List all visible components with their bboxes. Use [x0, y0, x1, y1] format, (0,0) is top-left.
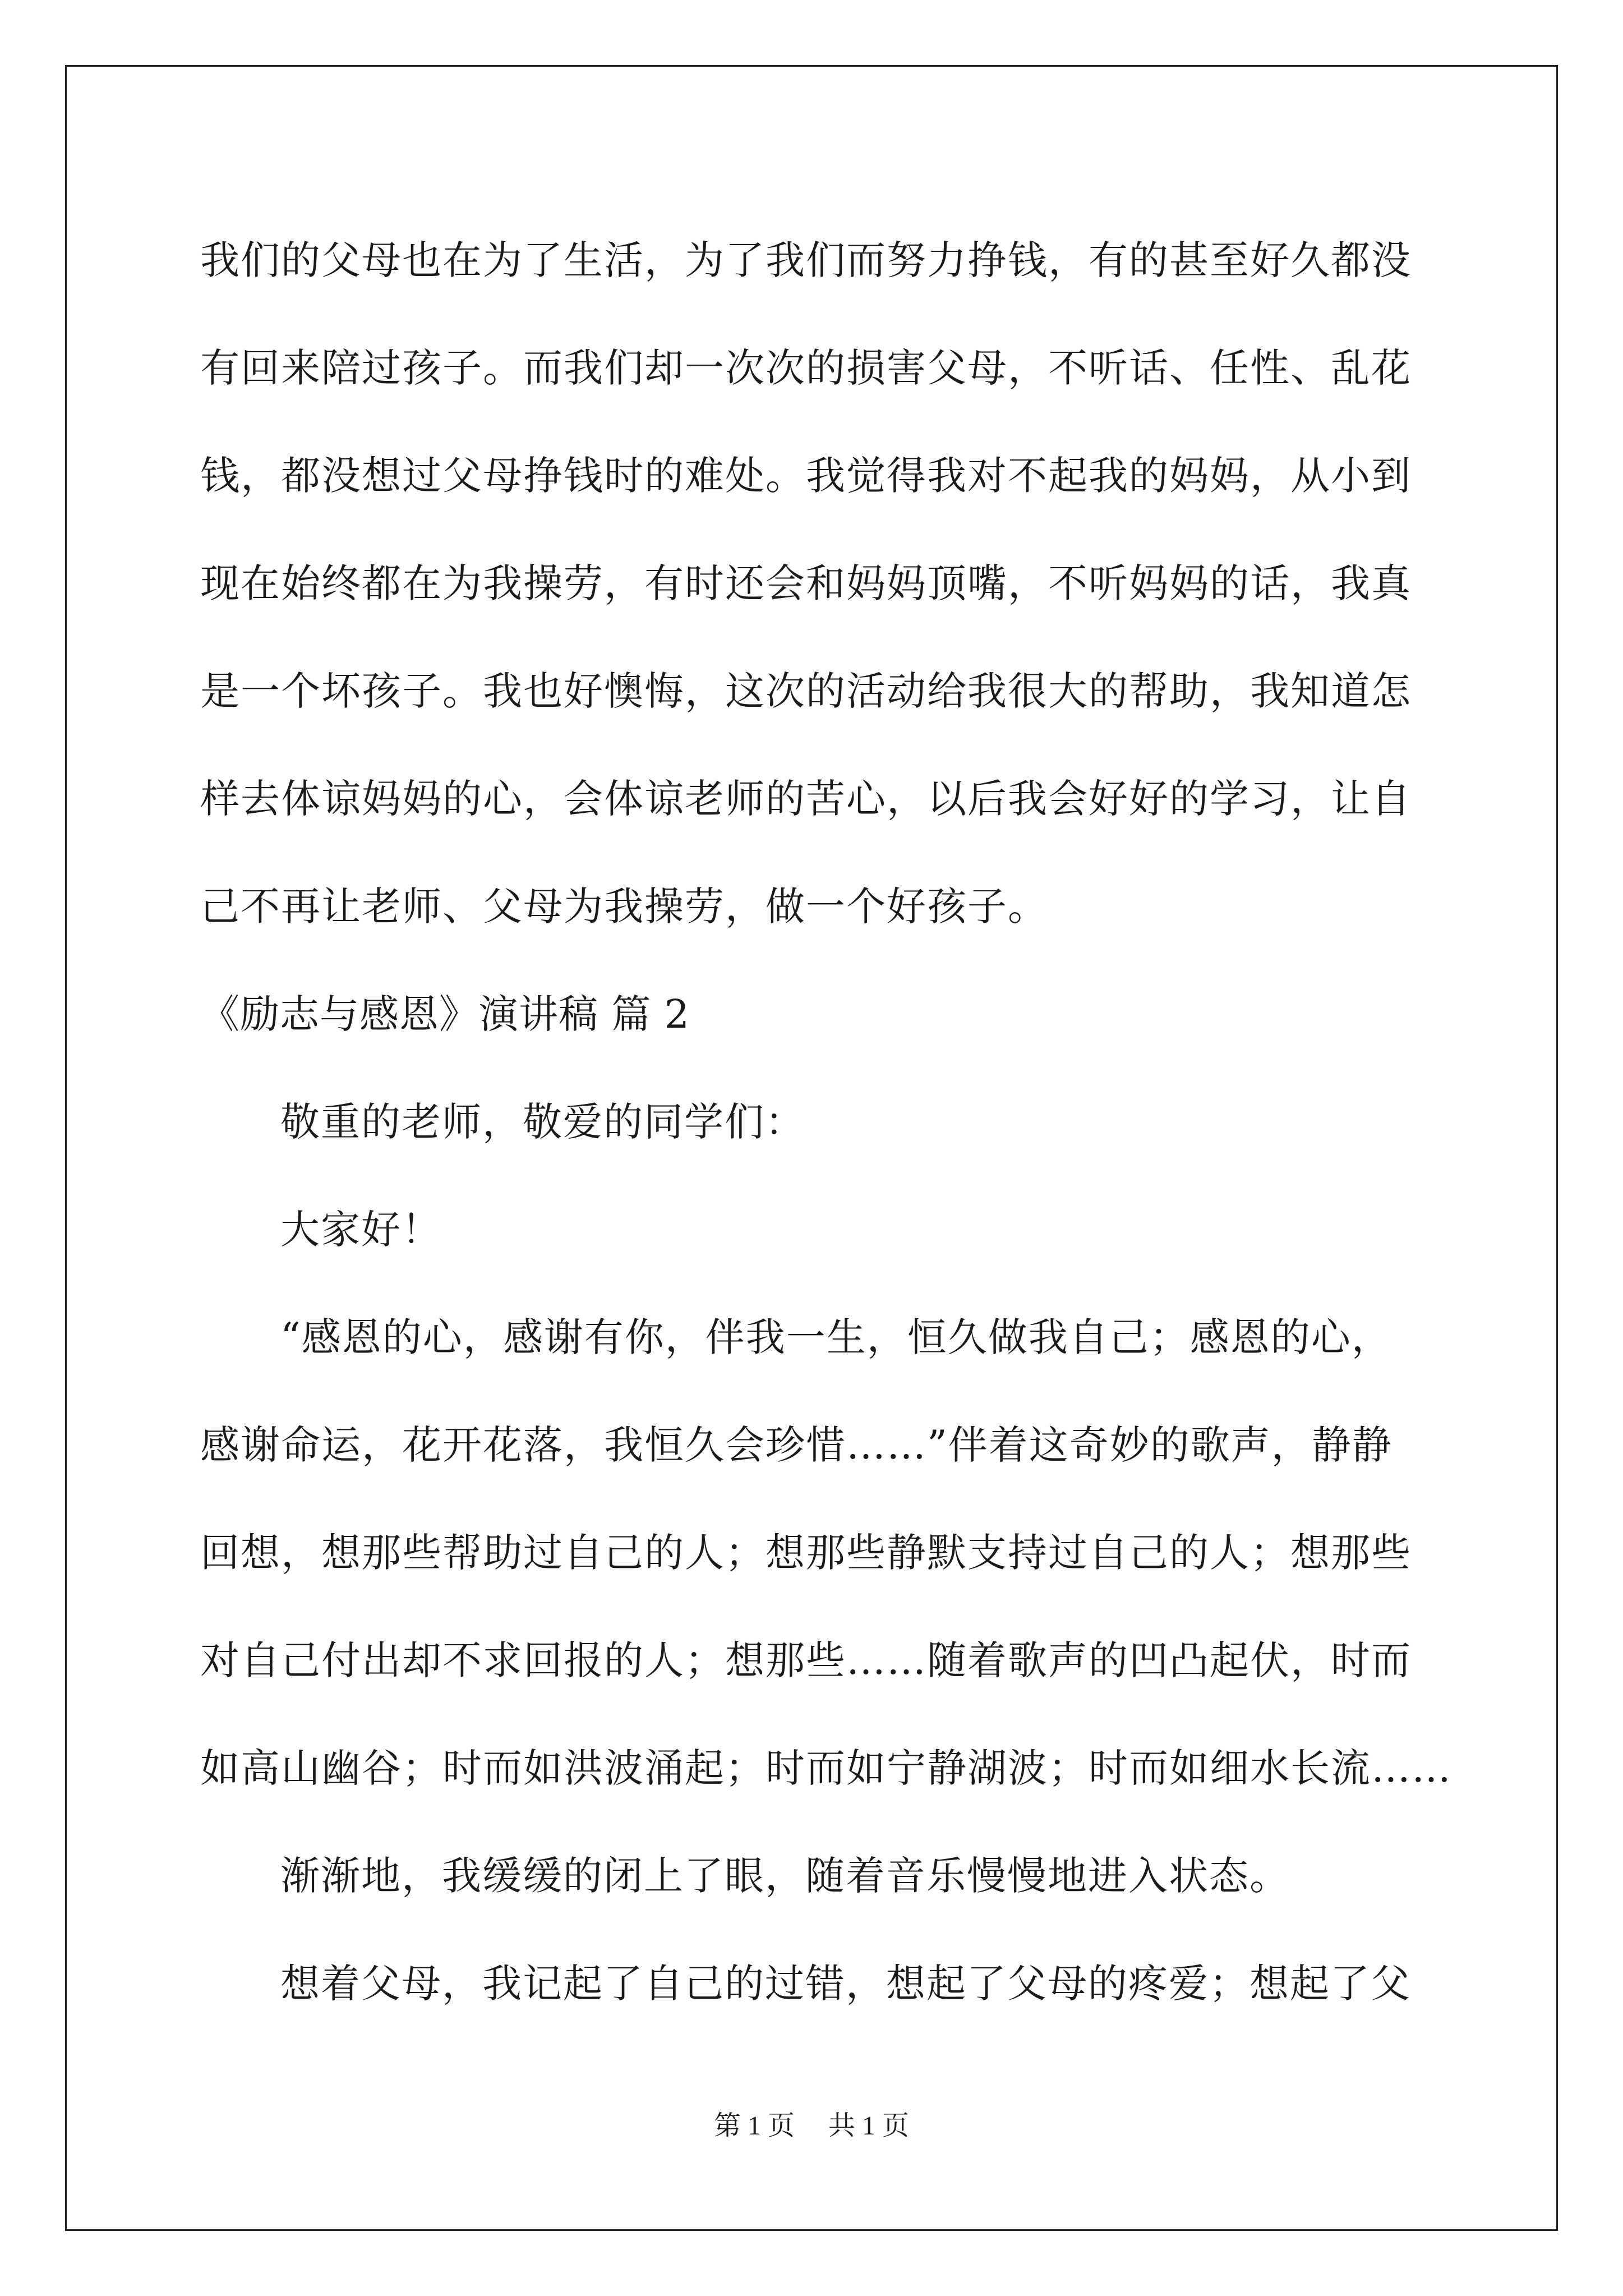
text-line: 现在始终都在为我操劳，有时还会和妈妈顶嘴，不听妈妈的话，我真 [200, 560, 1412, 606]
page-footer [0, 2109, 1623, 2143]
text-line: 敬重的老师，敬爱的同学们： [280, 1099, 805, 1145]
text-line: 回想，想那些帮助过自己的人；想那些静默支持过自己的人；想那些 [200, 1530, 1412, 1576]
text-line: 对自己付出却不求回报的人；想那些……随着歌声的凹凸起伏，时而 [200, 1637, 1412, 1683]
text-line: “感恩的心，感谢有你，伴我一生，恒久做我自己；感恩的心， [280, 1314, 1392, 1360]
text-line: 感谢命运，花开花落，我恒久会珍惜……”伴着这奇妙的歌声，静静 [200, 1422, 1393, 1468]
text-line: 想着父母，我记起了自己的过错，想起了父母的疼爱；想起了父 [280, 1961, 1411, 2007]
text-line: 己不再让老师、父母为我操劳，做一个好孩子。 [200, 884, 1048, 930]
text-line: 有回来陪过孩子。而我们却一次次的损害父母，不听话、任性、乱花 [200, 345, 1412, 391]
text-line: 渐渐地，我缓缓的闭上了眼，随着音乐慢慢地进入状态。 [280, 1853, 1290, 1899]
text-line: 如高山幽谷；时而如洪波涌起；时而如宁静湖波；时而如细水长流…… [200, 1745, 1452, 1791]
text-line: 样去体谅妈妈的心，会体谅老师的苦心，以后我会好好的学习，让自 [200, 776, 1412, 822]
text-line: 是一个坏孩子。我也好懊悔，这次的活动给我很大的帮助，我知道怎 [200, 668, 1412, 714]
page-number-total: 共 1 页 [828, 2111, 910, 2141]
page-number-current: 第 1 页 [713, 2111, 795, 2141]
text-line: 大家好！ [280, 1207, 442, 1253]
document-body [200, 206, 1452, 2037]
text-line: 我们的父母也在为了生活，为了我们而努力挣钱，有的甚至好久都没 [200, 237, 1412, 283]
section-heading: 《励志与感恩》演讲稿 篇 2 [200, 991, 690, 1037]
text-line: 钱，都没想过父母挣钱时的难处。我觉得我对不起我的妈妈，从小到 [200, 453, 1412, 499]
